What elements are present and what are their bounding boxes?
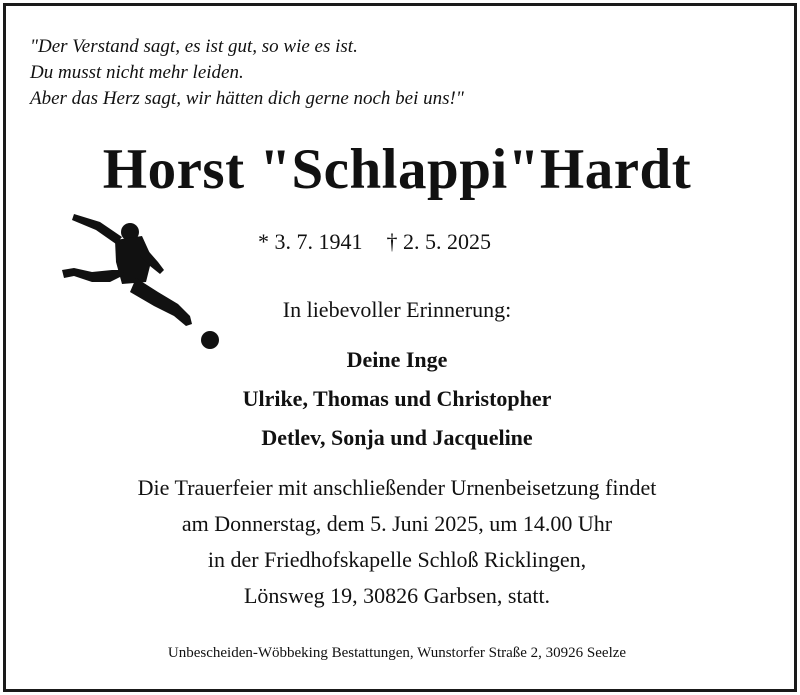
memory-line: In liebevoller Erinnerung: bbox=[282, 297, 512, 322]
service-details bbox=[0, 470, 794, 614]
death-date: † 2. 5. 2025 bbox=[386, 229, 491, 254]
birth-date: * 3. 7. 1941 bbox=[258, 229, 363, 254]
quote-line: "Der Verstand sagt, es ist gut, so wie es ist. bbox=[30, 36, 358, 57]
service-line: Die Trauerfeier mit anschließender Urnenbeisetzung findet bbox=[137, 475, 657, 500]
family-line: Deine Inge bbox=[346, 347, 448, 372]
funeral-home-footer: Unbescheiden-Wöbbeking Bestattungen, Wunstorfer Straße 2, 30926 Seelze bbox=[167, 645, 627, 661]
service-line: in der Friedhofskapelle Schloß Ricklingen, bbox=[207, 547, 587, 572]
quote-line: Du musst nicht mehr leiden. bbox=[30, 62, 244, 83]
service-line: Lönsweg 19, 30826 Garbsen, statt. bbox=[243, 583, 551, 608]
life-dates bbox=[258, 228, 491, 256]
quote-block bbox=[30, 34, 464, 112]
service-line: am Donnerstag, dem 5. Juni 2025, um 14.00 Uhr bbox=[181, 511, 613, 536]
family-line: Detlev, Sonja und Jacqueline bbox=[261, 425, 533, 450]
family-line: Ulrike, Thomas und Christopher bbox=[242, 386, 552, 411]
family-list bbox=[0, 340, 794, 457]
quote-line: Aber das Herz sagt, wir hätten dich gerne noch bei uns!" bbox=[30, 88, 464, 109]
football-player-silhouette-icon bbox=[60, 212, 225, 357]
deceased-name: Horst "Schlappi"Hardt bbox=[102, 138, 692, 201]
